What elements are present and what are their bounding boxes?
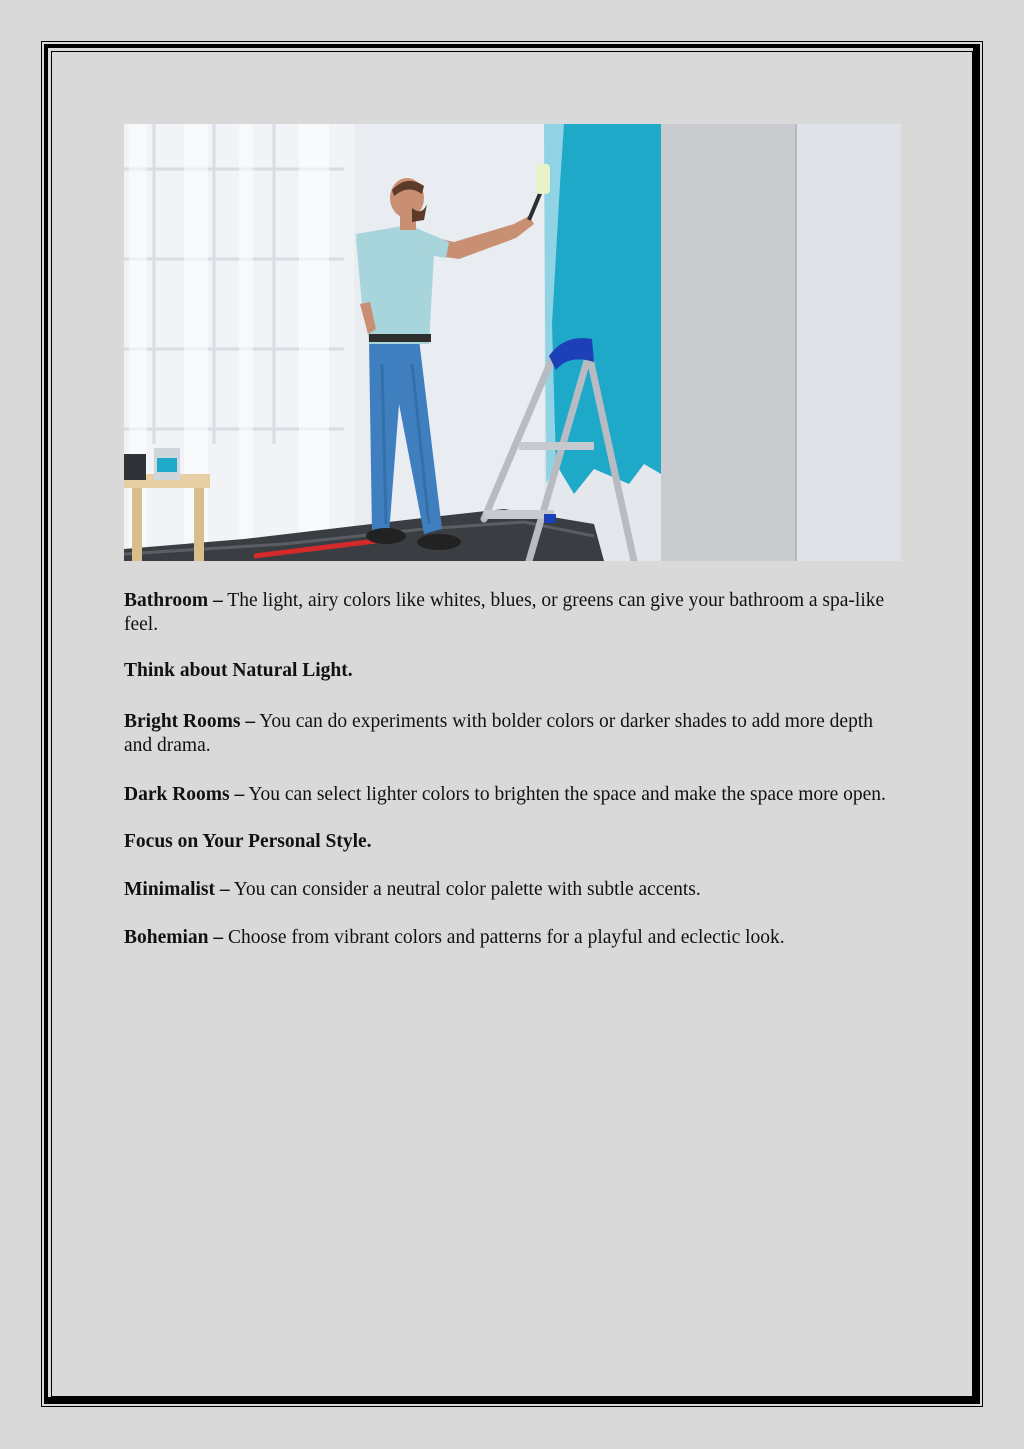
term-bright-rooms: Bright Rooms – — [124, 711, 256, 732]
paragraph-minimalist — [124, 878, 904, 902]
heading-natural-light — [124, 659, 904, 683]
heading-personal-style — [124, 830, 904, 854]
paragraph-bathroom — [124, 589, 904, 637]
term-bohemian: Bohemian – — [124, 927, 224, 948]
heading-personal-style-text: Focus on Your Personal Style. — [124, 831, 372, 852]
term-minimalist: Minimalist – — [124, 879, 230, 900]
text-bohemian: Choose from vibrant colors and patterns for a playful and eclectic look. — [223, 927, 785, 948]
text-dark-rooms: You can select lighter colors to brighten the space and make the space more open. — [244, 784, 886, 805]
man-painting-wall-photo — [124, 124, 901, 561]
term-dark-rooms: Dark Rooms – — [124, 784, 245, 805]
document-body — [124, 589, 904, 950]
text-bright-rooms: You can do experiments with bolder colors or darker shades to add more depth and drama. — [124, 711, 873, 756]
heading-natural-light-text: Think about Natural Light. — [124, 660, 353, 681]
text-minimalist: You can consider a neutral color palette with subtle accents. — [229, 879, 701, 900]
paragraph-bohemian — [124, 926, 904, 950]
paragraph-dark-rooms — [124, 783, 904, 807]
paragraph-bright-rooms — [124, 710, 904, 758]
term-bathroom: Bathroom – — [124, 590, 223, 611]
text-bathroom: The light, airy colors like whites, blues, or greens can give your bathroom a spa-like feel. — [124, 590, 885, 635]
